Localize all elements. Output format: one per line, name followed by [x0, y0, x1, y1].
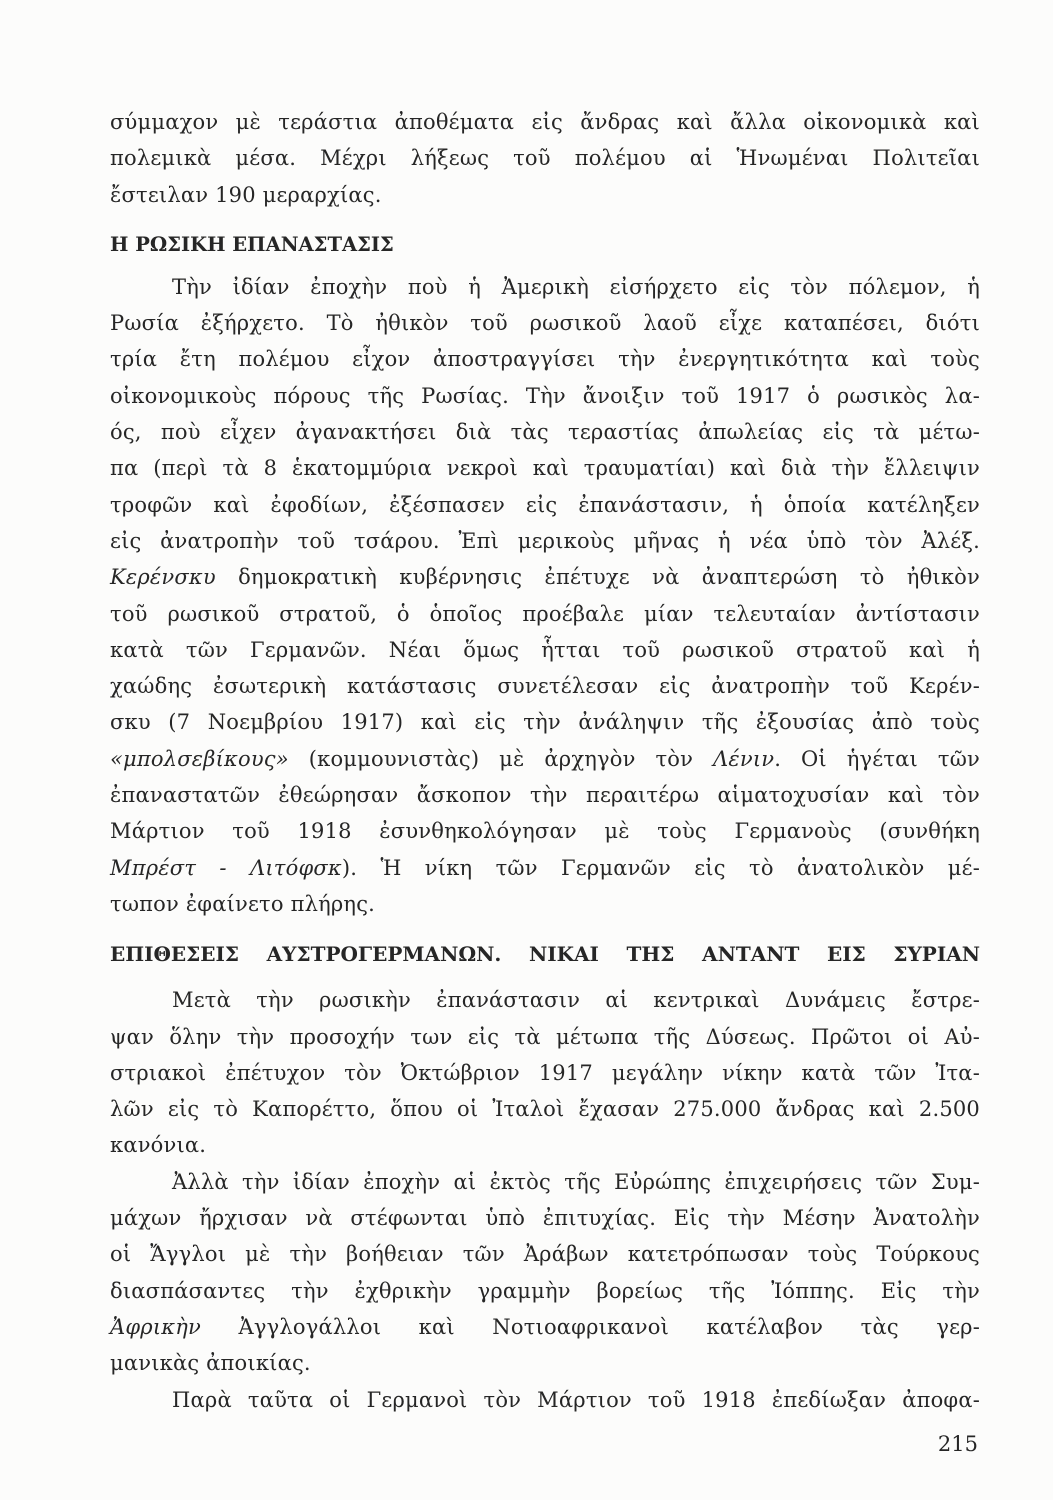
text-line: [110, 1236, 980, 1272]
text-line: [110, 1382, 980, 1418]
text-segment: ἔστειλαν 190 μεραρχίας.: [110, 182, 382, 207]
text-line: [110, 269, 980, 305]
text-line: [110, 1200, 980, 1236]
text-line: [110, 104, 980, 140]
text-segment: στριακοὶ ἐπέτυχον τὸν Ὀκτώβριον 1917 μεγάλην νίκην κατὰ τῶν Ἰτα-: [110, 1060, 980, 1085]
paragraph: [110, 982, 980, 1163]
text-segment: ). Ἡ νίκη τῶν Γερμανῶν εἰς τὸ ἀνατολικὸν μέ-: [341, 855, 980, 880]
text-line: [110, 777, 980, 813]
text-segment: εἰς ἀνατροπὴν τοῦ τσάρου. Ἐπὶ μερικοὺς μῆνας ἡ νέα ὑπὸ τὸν Ἀλέξ.: [110, 528, 980, 553]
text-line: [110, 523, 980, 559]
text-line: [110, 886, 980, 922]
text-segment: χαώδης ἐσωτερικὴ κατάστασις συνετέλεσαν εἰς ἀνατροπὴν τοῦ Κερέν-: [110, 674, 980, 699]
text-segment: κατὰ τῶν Γερμανῶν. Νέαι ὅμως ἧτται τοῦ ρωσικοῦ στρατοῦ καὶ ἡ: [110, 637, 980, 662]
text-segment: Τὴν ἰδίαν ἐποχὴν ποὺ ἡ Ἀμερικὴ εἰσήρχετο εἰς τὸν πόλεμον, ἡ: [172, 274, 980, 299]
text-line: [110, 305, 980, 341]
text-line: [110, 140, 980, 176]
italic-text: «μπολσεβίκους»: [110, 746, 289, 771]
text-segment: τροφῶν καὶ ἐφοδίων, ἐξέσπασεν εἰς ἐπανάστασιν, ἡ ὁποία κατέληξεν: [110, 492, 980, 517]
text-line: [110, 1127, 980, 1163]
text-line: [110, 1309, 980, 1345]
text-line: [110, 1345, 980, 1381]
text-segment: διασπάσαντες τὴν ἐχθρικὴν γραμμὴν βορείως τῆς Ἰόππης. Εἰς τὴν: [110, 1278, 980, 1303]
page-body: [110, 104, 980, 1418]
text-segment: ἐπαναστατῶν ἐθεώρησαν ἄσκοπον τὴν περαιτέρω αἱματοχυσίαν καὶ τὸν: [110, 783, 980, 808]
paragraph: [110, 1164, 980, 1382]
text-segment: μανικὰς ἀποικίας.: [110, 1351, 311, 1376]
text-line: [110, 668, 980, 704]
text-segment: Ρωσία ἐξήρχετο. Τὸ ἠθικὸν τοῦ ρωσικοῦ λαοῦ εἶχε καταπέσει, διότι: [110, 311, 980, 336]
text-segment: μάχων ἤρχισαν νὰ στέφωνται ὑπὸ ἐπιτυχίας. Εἰς τὴν Μέσην Ἀνατολὴν: [110, 1206, 980, 1231]
text-line: [110, 487, 980, 523]
text-segment: λῶν εἰς τὸ Καπορέττο, ὅπου οἱ Ἰταλοὶ ἔχασαν 275.000 ἄνδρας καὶ 2.500: [110, 1097, 980, 1122]
text-line: [110, 1091, 980, 1127]
text-line: [110, 378, 980, 414]
text-segment: πα (περὶ τὰ 8 ἑκατομμύρια νεκροὶ καὶ τραυματίαι) καὶ διὰ τὴν ἔλλειψιν: [110, 456, 980, 481]
text-line: [110, 414, 980, 450]
text-segment: Μετὰ τὴν ρωσικὴν ἐπανάστασιν αἱ κεντρικαὶ Δυνάμεις ἔστρε-: [172, 988, 980, 1013]
text-segment: κανόνια.: [110, 1133, 207, 1158]
italic-text: Ἀφρικὴν: [110, 1314, 201, 1339]
text-segment: πολεμικὰ μέσα. Μέχρι λήξεως τοῦ πολέμου αἱ Ἡνωμέναι Πολιτεῖαι: [110, 146, 980, 171]
italic-text: Μπρέστ - Λιτόφσκ: [110, 855, 342, 880]
text-segment: σύμμαχον μὲ τεράστια ἀποθέματα εἰς ἄνδρας καὶ ἄλλα οἰκονομικὰ καὶ: [110, 110, 980, 134]
text-segment: τρία ἔτη πολέμου εἶχον ἀποστραγγίσει τὴν ἐνεργητικότητα καὶ τοὺς: [110, 347, 980, 372]
text-segment: (κομμουνιστὰς) μὲ ἀρχηγὸν τὸν: [288, 746, 714, 771]
text-segment: Ἀγγλογάλλοι καὶ Νοτιοαφρικανοὶ κατέλαβον τὰς γερ-: [200, 1314, 980, 1339]
text-line: [110, 704, 980, 740]
text-segment: . Οἱ ἡγέται τῶν: [774, 746, 980, 771]
text-segment: ός, ποὺ εἶχεν ἀγανακτήσει διὰ τὰς τεραστίας ἀπωλείας εἰς τὰ μέτω-: [110, 420, 980, 445]
text-segment: Μάρτιον τοῦ 1918 ἐσυνθηκολόγησαν μὲ τοὺς Γερμανοὺς (συνθήκη: [110, 819, 980, 844]
text-segment: ψαν ὅλην τὴν προσοχήν των εἰς τὰ μέτωπα τῆς Δύσεως. Πρῶτοι οἱ Αὐ-: [110, 1024, 980, 1049]
section-heading: Η ΡΩΣΙΚΗ ΕΠΑΝΑΣΤΑΣΙΣ: [110, 232, 394, 256]
page-number: 215: [937, 1432, 978, 1456]
text-line: [110, 982, 980, 1018]
text-segment: δημοκρατικὴ κυβέρνησις ἐπέτυχε νὰ ἀναπτερώση τὸ ἠθικὸν: [215, 565, 980, 590]
text-segment: οἱ Ἄγγλοι μὲ τὴν βοήθειαν τῶν Ἀράβων κατετρόπωσαν τοὺς Τούρκους: [110, 1242, 980, 1267]
paragraph: [110, 269, 980, 922]
paragraph: [110, 1382, 980, 1418]
text-segment: οἰκονομικοὺς πόρους τῆς Ρωσίας. Τὴν ἄνοιξιν τοῦ 1917 ὁ ρωσικὸς λα-: [110, 383, 980, 408]
text-line: [110, 341, 980, 377]
paragraph: [110, 104, 980, 213]
section-heading: ΕΠΙΘΕΣΕΙΣ ΑΥΣΤΡΟΓΕΡΜΑΝΩΝ. ΝΙΚΑΙ ΤΗΣ ΑΝΤΑΝΤ ΕΙΣ ΣΥΡΙΑΝ: [110, 942, 980, 967]
text-line: [110, 813, 980, 849]
text-segment: τοῦ ρωσικοῦ στρατοῦ, ὁ ὁποῖος προέβαλε μίαν τελευταίαν ἀντίστασιν: [110, 601, 980, 626]
italic-text: Κερένσκυ: [110, 565, 216, 590]
text-segment: τωπον ἐφαίνετο πλήρης.: [110, 891, 376, 916]
text-line: [110, 559, 980, 595]
text-line: [110, 741, 980, 777]
text-line: [110, 850, 980, 886]
text-line: [110, 1164, 980, 1200]
text-segment: Παρὰ ταῦτα οἱ Γερμανοὶ τὸν Μάρτιον τοῦ 1918 ἐπεδίωξαν ἀποφα-: [172, 1387, 980, 1412]
text-line: [110, 1273, 980, 1309]
italic-text: Λένιν: [713, 746, 775, 771]
text-segment: σκυ (7 Νοεμβρίου 1917) καὶ εἰς τὴν ἀνάληψιν τῆς ἐξουσίας ἀπὸ τοὺς: [110, 710, 980, 735]
text-line: [110, 1055, 980, 1091]
text-line: [110, 596, 980, 632]
text-line: [110, 1019, 980, 1055]
text-line: [110, 177, 980, 213]
text-line: [110, 450, 980, 486]
text-line: [110, 632, 980, 668]
text-segment: Ἀλλὰ τὴν ἰδίαν ἐποχὴν αἱ ἐκτὸς τῆς Εὐρώπης ἐπιχειρήσεις τῶν Συμ-: [172, 1169, 980, 1194]
